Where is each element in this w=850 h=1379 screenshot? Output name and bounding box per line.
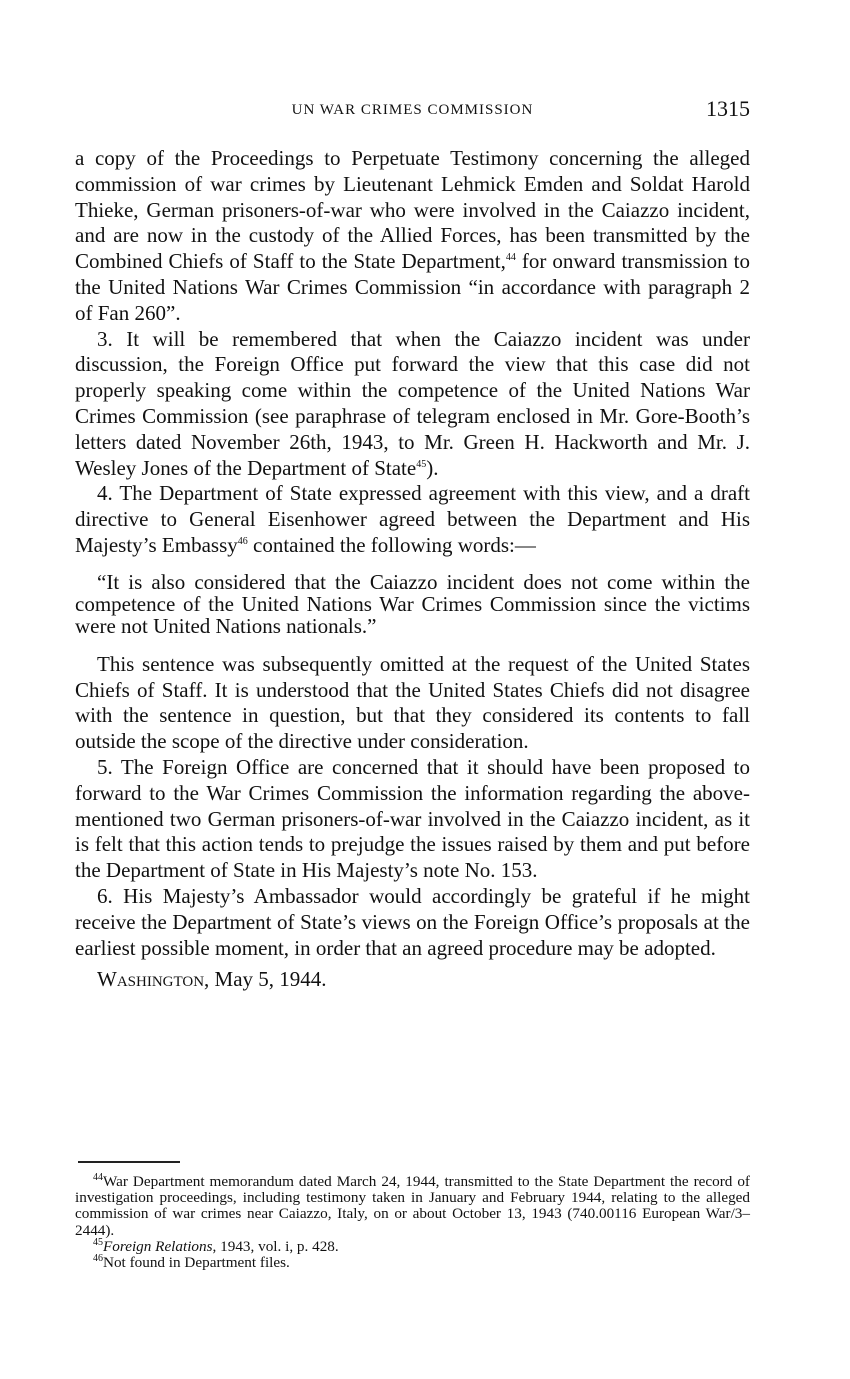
block-quote: “It is also considered that the Caiazzo incident does not come within the competence of the United Nations War Crimes Commission since the victims were not United Nations nationals.” — [75, 569, 750, 638]
footnote-ref-44: 44 — [505, 252, 516, 264]
footnote-45-text: , 1943, vol. i, p. 428. — [212, 1237, 339, 1255]
footnote-44 — [75, 1171, 750, 1239]
paragraph-continued-text: a copy of the Proceedings to Perpetuate Testimony concerning the alleged commission of war crimes by Lieutenant Lehmick Emden and Soldat Harold Thieke, German prisoners-of-war who were involved in the Caiazzo incident, and are now in the custody of the Allied Forces, has been transmitted by the Combined Chiefs of Staff to the State Department, — [75, 146, 750, 274]
paragraph-3 — [75, 327, 750, 482]
body-text — [75, 146, 750, 993]
footnote-44-number: 44 — [93, 1171, 103, 1183]
footnote-divider — [78, 1161, 180, 1163]
footnote-45-title: Foreign Relations — [103, 1237, 213, 1255]
signature-place: Washington — [97, 967, 205, 992]
paragraph-continued-tail: for onward transmission to the United Nations War Crimes Commission “in accordance with paragraph 2 of Fan 260”. — [75, 249, 750, 325]
running-header — [75, 96, 750, 126]
paragraph-3-text: 3. It will be remembered that when the Caiazzo incident was under discussion, the Foreign Office put forward the view that this case did not properly speaking come within the competence of the United Nations War Crimes Commission (see paraphrase of telegram enclosed in Mr. Gore-Booth’s letters dated November 26th, 1943, to Mr. Green H. Hackworth and Mr. J. Wesley Jones of the Department of State — [75, 326, 750, 480]
footnote-44-text: War Department memorandum dated March 24, 1944, transmitted to the State Department the record of investigation proceedings, including testimony taken in January and February 1944, relating to the alleged commission of war crimes near Caiazzo, Italy, on or about October 13, 1943 (740.00116 European War/3–2444). — [75, 1173, 750, 1239]
footnote-ref-45: 45 — [416, 458, 427, 470]
paragraph-5: 5. The Foreign Office are concerned that it should have been proposed to forward to the War Crimes Commission the information regarding the above-mentioned two German prisoners-of-war involved in the Caiazzo incident, as it is felt that this action tends to prejudge the issues raised by them and put before the Department of State in His Majesty’s note No. 153. — [75, 754, 750, 883]
paragraph-continued — [75, 146, 750, 327]
signature-date: , May 5, 1944. — [204, 967, 327, 992]
running-title: UN WAR CRIMES COMMISSION — [291, 102, 534, 118]
footnote-46 — [75, 1252, 750, 1272]
paragraph-4 — [75, 481, 750, 558]
signature-line — [75, 967, 750, 993]
paragraph-6: 6. His Majesty’s Ambassador would accordingly be grateful if he might receive the Department of State’s views on the Foreign Office’s proposals at the earliest possible moment, in order that an agreed procedure may be adopted. — [75, 883, 750, 960]
footnote-46-text: Not found in Department files. — [103, 1254, 290, 1272]
page-number: 1315 — [706, 96, 750, 121]
footnote-ref-46: 46 — [237, 535, 248, 547]
paragraph-3-tail: ). — [426, 455, 439, 480]
paragraph-4-text: 4. The Department of State expressed agreement with this view, and a draft directive to General Eisenhower agreed between the Department and His Majesty’s Embassy — [75, 481, 750, 557]
footnote-45-number: 45 — [93, 1236, 103, 1248]
footnote-46-number: 46 — [93, 1252, 103, 1264]
footnotes — [75, 1171, 750, 1272]
paragraph-after-quote: This sentence was subsequently omitted at the request of the United States Chiefs of Staff. It is understood that the United States Chiefs did not disagree with the sentence in question, but that they considered its contents to fall outside the scope of the directive under consideration. — [75, 651, 750, 754]
footnote-45 — [75, 1236, 750, 1255]
paragraph-4-tail: contained the following words:— — [247, 532, 536, 557]
